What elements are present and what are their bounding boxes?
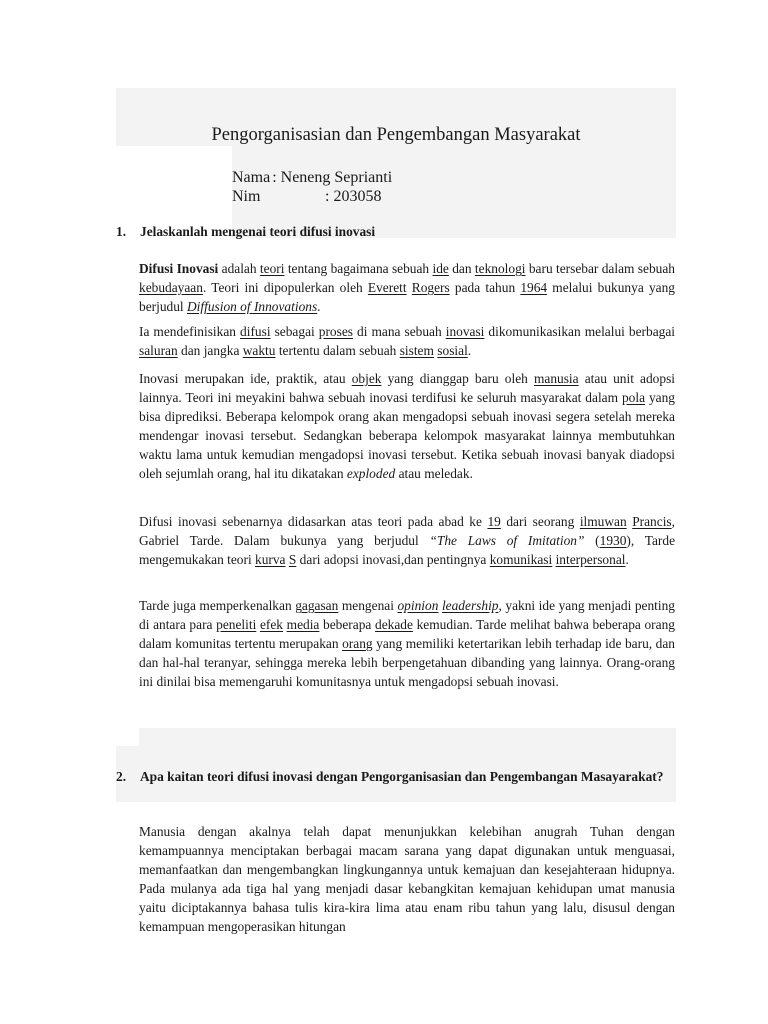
name-label: Nama — [232, 169, 271, 186]
paragraph: Manusia dengan akalnya telah dapat menunjukkan kelebihan anugrah Tuhan dengan kemampuannya menciptakan berbagai macam sarana yang dapat digunakan untuk menguasai, memanfaatkan dan mengembangkan lingkungannya untuk kemajuan dan kesejahteraan hidupnya. Pada mulanya ada tiga hal yang menjadi dasar kebangkitan kemajuan kehidupan umat manusia yaitu diciptakannya bahasa tulis kira-kira lima atau enam ribu tahun yang lalu, disusul dengan kemampuan mengoperasikan hitungan — [139, 824, 675, 934]
question-text: Apa kaitan teori difusi inovasi dengan Pengorganisasian dan Pengembangan Masayarakat? — [140, 769, 664, 784]
page-title: Pengorganisasian dan Pengembangan Masyarakat — [211, 125, 581, 145]
link[interactable]: dekade — [375, 617, 413, 632]
link[interactable]: pola — [621, 390, 646, 405]
link[interactable]: sosial — [437, 343, 468, 358]
paragraph: Inovasi merupakan ide, praktik, atau objek yang dianggap baru oleh manusia atau unit adopsi lainnya. Teori ini meyakini bahwa sebuah inovasi terdifusi ke seluruh masyarakat dalam pola yang bisa diprediksi. Beberapa kelompok orang akan mengadopsi sebuah inovasi segera setelah mereka mendengar inovasi tersebut. Sedangkan beberapa kelompok masyarakat lainnya membutuhkan waktu lama untuk kemudian mengadopsi inovasi tersebut. Ketika sebuah inovasi banyak diadopsi oleh sejumlah orang, hal itu dikatakan exploded atau meledak. — [139, 371, 676, 481]
question-1 — [116, 222, 676, 241]
link[interactable]: opinion — [397, 598, 439, 613]
nim-label: Nim — [232, 188, 261, 205]
question-text: Jelaskanlah mengenai teori difusi inovasi — [140, 224, 376, 239]
author-name-line — [232, 168, 392, 188]
link[interactable]: ide — [432, 261, 449, 276]
link[interactable]: Diffusion of Innovations — [186, 299, 318, 314]
link[interactable]: kurva — [255, 552, 286, 567]
link[interactable]: gagasan — [295, 598, 339, 613]
link[interactable]: orang — [342, 636, 373, 651]
link[interactable]: Rogers — [411, 280, 450, 295]
link[interactable]: komunikasi — [489, 552, 553, 567]
author-nim-line — [232, 187, 382, 207]
link[interactable]: media — [286, 617, 320, 632]
question-number: 1. — [116, 224, 127, 239]
question-2 — [116, 767, 676, 786]
paragraph: Difusi inovasi sebenarnya didasarkan atas teori pada abad ke 19 dari seorang ilmuwan Prancis, Gabriel Tarde. Dalam bukunya yang berjudul “The Laws of Imitation” (1930), Tarde mengemukakan teori kurva S dari adopsi inovasi,dan pentingnya komunikasi interpersonal. — [139, 514, 676, 567]
nim-value: : 203058 — [325, 188, 382, 205]
link[interactable]: waktu — [242, 343, 276, 358]
section-shade — [139, 728, 676, 802]
question-number: 2. — [116, 769, 127, 784]
link[interactable]: proses — [318, 324, 353, 339]
link[interactable]: peneliti — [216, 617, 257, 632]
link[interactable]: teknologi — [474, 261, 526, 276]
link[interactable]: ilmuwan — [579, 514, 627, 529]
link[interactable]: S — [288, 552, 297, 567]
link[interactable]: 19 — [487, 514, 501, 529]
link[interactable]: 1930 — [599, 533, 627, 548]
name-value: : Neneng Seprianti — [272, 169, 393, 186]
link[interactable]: teori — [259, 261, 285, 276]
link[interactable]: objek — [351, 371, 382, 386]
link[interactable]: manusia — [533, 371, 579, 386]
link[interactable]: sistem — [399, 343, 434, 358]
link[interactable]: kebudayaan — [139, 280, 203, 295]
link[interactable]: Everett — [367, 280, 407, 295]
paragraph: Tarde juga memperkenalkan gagasan mengenai opinion leadership, yakni ide yang menjadi penting di antara para peneliti efek media beberapa dekade kemudian. Tarde melihat bahwa beberapa orang dalam komunitas tertentu merupakan orang yang memiliki ketertarikan lebih terhadap ide baru, dan dan hal-hal teranyar, sehingga mereka lebih berpengetahuan dibanding yang lainnya. Orang-orang ini dinilai bisa memengaruhi komunitasnya untuk mengadopsi sebuah inovasi. — [139, 598, 675, 689]
paragraph: Ia mendefinisikan difusi sebagai proses di mana sebuah inovasi dikomunikasikan melalui berbagai saluran dan jangka waktu tertentu dalam sebuah sistem sosial. — [139, 324, 675, 358]
link[interactable]: difusi — [240, 324, 271, 339]
link[interactable]: leadership — [441, 598, 499, 613]
link[interactable]: efek — [259, 617, 283, 632]
link[interactable]: Prancis — [632, 514, 672, 529]
link[interactable]: 1964 — [520, 280, 548, 295]
paragraph: Difusi Inovasi adalah teori tentang bagaimana sebuah ide dan teknologi baru tersebar dalam sebuah kebudayaan. Teori ini dipopulerkan oleh Everett Rogers pada tahun 1964 melalui bukunya yang berjudul Diffusion of Innovations. — [139, 261, 675, 314]
link[interactable]: interpersonal — [555, 552, 626, 567]
link[interactable]: saluran — [139, 343, 178, 358]
link[interactable]: inovasi — [445, 324, 485, 339]
